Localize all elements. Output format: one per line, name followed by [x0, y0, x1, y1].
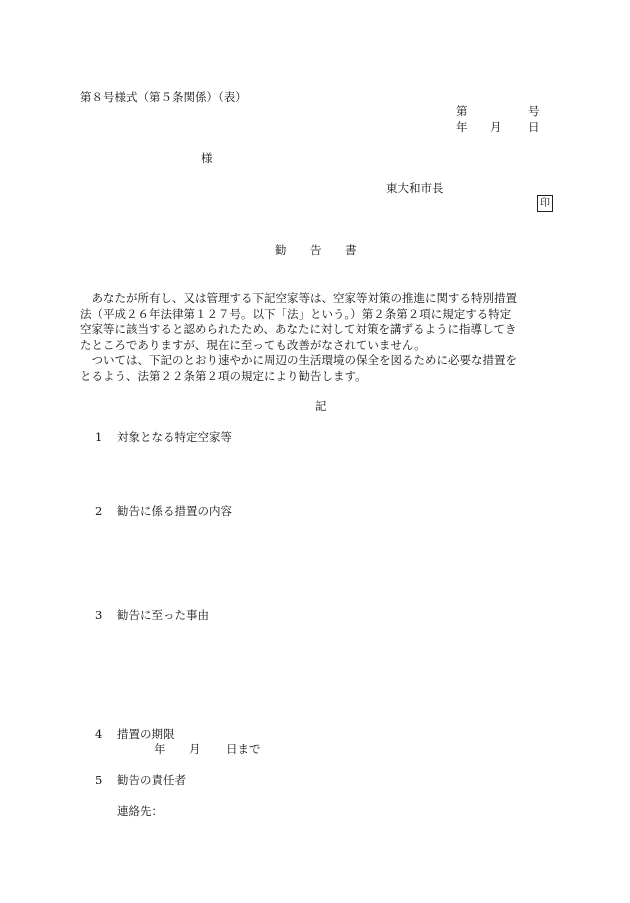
document-number-prefix: 第: [456, 104, 468, 118]
body-line: たところでありますが、現在に至っても改善がなされていません。: [80, 337, 426, 352]
body-paragraphs: [80, 291, 560, 384]
title-char-3: 書: [345, 243, 357, 257]
item-2-number: 2: [95, 504, 103, 518]
body-line: あなたが所有し、又は管理する下記空家等は、空家等対策の推進に関する特別措置: [80, 291, 517, 305]
addressee-honorific: 様: [201, 151, 213, 165]
item-1-number: 1: [95, 430, 103, 444]
seal-stamp: 印: [537, 195, 553, 212]
form-id: 第８号様式（第５条関係）（表）: [80, 90, 247, 104]
deadline-year: 年: [154, 742, 166, 756]
item-1-label: 対象となる特定空家等: [117, 430, 232, 444]
date-month: 月: [490, 120, 502, 134]
contact-label: 連絡先：: [117, 804, 163, 818]
deadline-day-until: 日まで: [226, 742, 261, 756]
record-heading: 記: [315, 399, 327, 413]
item-4-label: 措置の期限: [117, 727, 175, 741]
item-4-number: 4: [95, 727, 103, 741]
title-char-2: 告: [310, 243, 322, 257]
date-day: 日: [528, 120, 540, 134]
body-line: 法（平成２６年法律第１２７号。以下「法」という。）第２条第２項に規定する特定: [80, 306, 512, 321]
item-5-number: 5: [95, 773, 103, 787]
item-5-label: 勧告の責任者: [117, 773, 186, 787]
date-year: 年: [456, 120, 468, 134]
body-line: とるよう、法第２２条第２項の規定により勧告します。: [80, 368, 367, 383]
body-line: ついては、下記のとおり速やかに周辺の生活環境の保全を図るために必要な措置を: [80, 353, 517, 367]
deadline-month: 月: [189, 742, 201, 756]
issuer-name: 東大和市長: [386, 181, 444, 195]
document-number-suffix: 号: [528, 104, 540, 118]
item-2-label: 勧告に係る措置の内容: [117, 504, 232, 518]
body-line: 空家等に該当すると認められたため、あなたに対して対策を講ずるように指導してき: [80, 322, 517, 336]
item-3-label: 勧告に至った事由: [117, 608, 209, 622]
title-char-1: 勧: [275, 243, 287, 257]
item-3-number: 3: [95, 608, 103, 622]
